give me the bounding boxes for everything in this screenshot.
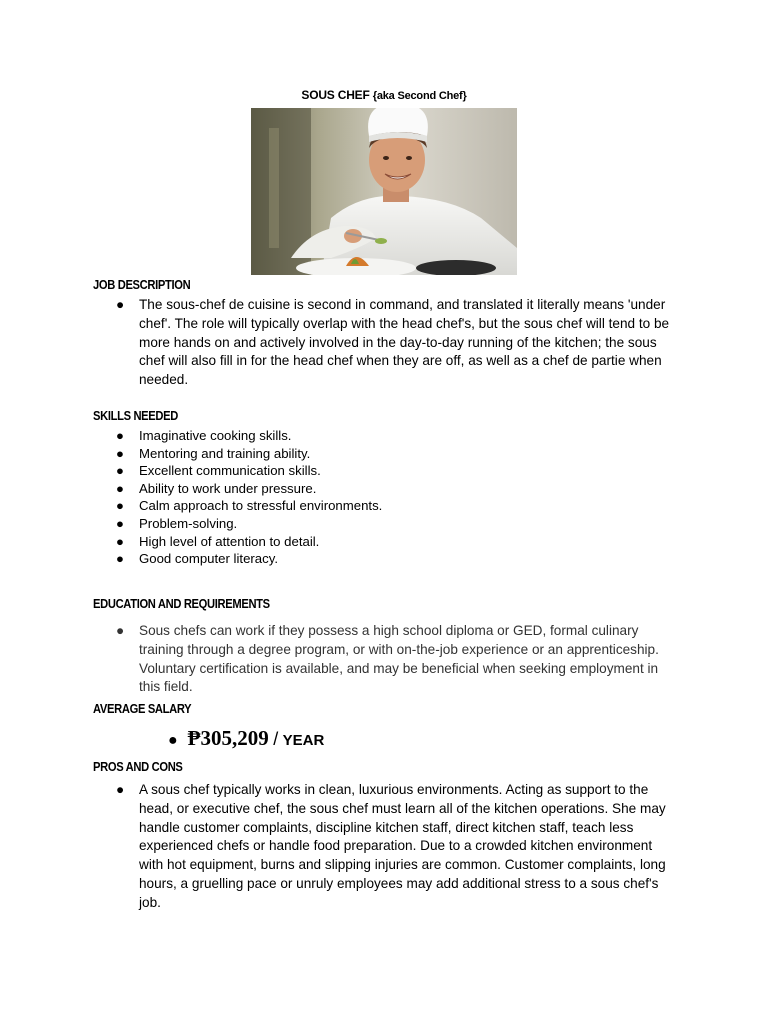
skills-list bbox=[116, 427, 383, 568]
salary-unit: YEAR bbox=[282, 732, 325, 749]
skills-needed-heading: SKILLS NEEDED bbox=[93, 408, 178, 423]
list-item bbox=[116, 445, 382, 463]
bullet-icon: ● bbox=[116, 463, 124, 479]
chef-photo bbox=[251, 108, 517, 275]
list-item-text: Sous chefs can work if they possess a high school diploma or GED, formal culinary training through a degree program, or with on-the-job experience or an apprenticeship. Voluntary certification is available, and may be beneficial when seeking employment in this field. bbox=[139, 623, 659, 695]
list-item bbox=[116, 550, 382, 568]
chef-plating-photo-icon bbox=[251, 108, 517, 275]
bullet-icon: ● bbox=[116, 297, 125, 312]
title-main: SOUS CHEF bbox=[301, 88, 370, 102]
salary-separator: / bbox=[273, 729, 279, 749]
job-description-list bbox=[116, 296, 679, 390]
list-item-text: Excellent communication skills. bbox=[139, 463, 321, 479]
list-item bbox=[116, 462, 382, 480]
list-item bbox=[116, 427, 382, 445]
list-item-text: High level of attention to detail. bbox=[139, 533, 320, 549]
page-title bbox=[0, 88, 768, 102]
bullet-icon: ● bbox=[116, 480, 124, 496]
list-item-text: Ability to work under pressure. bbox=[139, 480, 317, 496]
bullet-icon: ● bbox=[116, 782, 125, 797]
salary-amount: ₱305,209 bbox=[187, 726, 269, 750]
pros-and-cons-list bbox=[116, 781, 679, 913]
list-item-text: The sous-chef de cuisine is second in command, and translated it literally means 'under chef'. The role will typically overlap with the head chef's, but the sous chef will tend to be more hands on and actively involved in the day-to-day running of the kitchen; the sous chef will also fill in for the head chef when they are off, as well as a chef de partie when needed. bbox=[139, 297, 670, 388]
list-item-text: Mentoring and training ability. bbox=[139, 445, 311, 461]
list-item bbox=[116, 296, 679, 390]
bullet-icon: ● bbox=[116, 623, 125, 638]
pros-and-cons-heading: PROS AND CONS bbox=[93, 759, 183, 774]
list-item-text: A sous chef typically works in clean, luxurious environments. Acting as support to the head, or executive chef, the sous chef must learn all of the kitchen operations. She may handle customer complaints, discipline kitchen staff, direct kitchen staff, teach less experienced chefs or handle food preparation. Due to a crowded kitchen environment with hot equipment, burns and slipping injuries are common. Customer complaints, long hours, a gruelling pace or unruly employees may add additional stress to a sous chef's job. bbox=[139, 782, 666, 910]
education-heading: EDUCATION AND REQUIREMENTS bbox=[93, 596, 270, 611]
average-salary-heading: AVERAGE SALARY bbox=[93, 701, 192, 716]
bullet-icon: ● bbox=[116, 533, 124, 549]
job-description-heading: JOB DESCRIPTION bbox=[93, 277, 191, 292]
education-list bbox=[116, 622, 679, 697]
list-item-text: Good computer literacy. bbox=[139, 551, 279, 567]
list-item bbox=[116, 533, 382, 551]
title-subtitle: {aka Second Chef} bbox=[372, 90, 467, 102]
bullet-icon: ● bbox=[116, 445, 124, 461]
list-item bbox=[116, 480, 382, 498]
list-item bbox=[116, 497, 383, 515]
list-item-text: Problem-solving. bbox=[139, 515, 238, 531]
bullet-icon: ● bbox=[116, 498, 124, 514]
list-item-text: Imaginative cooking skills. bbox=[139, 428, 292, 443]
salary-value bbox=[168, 726, 324, 751]
bullet-icon: ● bbox=[116, 515, 124, 531]
bullet-icon: ● bbox=[168, 732, 178, 749]
list-item bbox=[116, 781, 679, 913]
bullet-icon: ● bbox=[116, 551, 124, 567]
list-item bbox=[116, 515, 382, 533]
list-item-text: Calm approach to stressful environments. bbox=[139, 498, 383, 514]
list-item bbox=[116, 622, 679, 697]
bullet-icon: ● bbox=[116, 428, 124, 443]
